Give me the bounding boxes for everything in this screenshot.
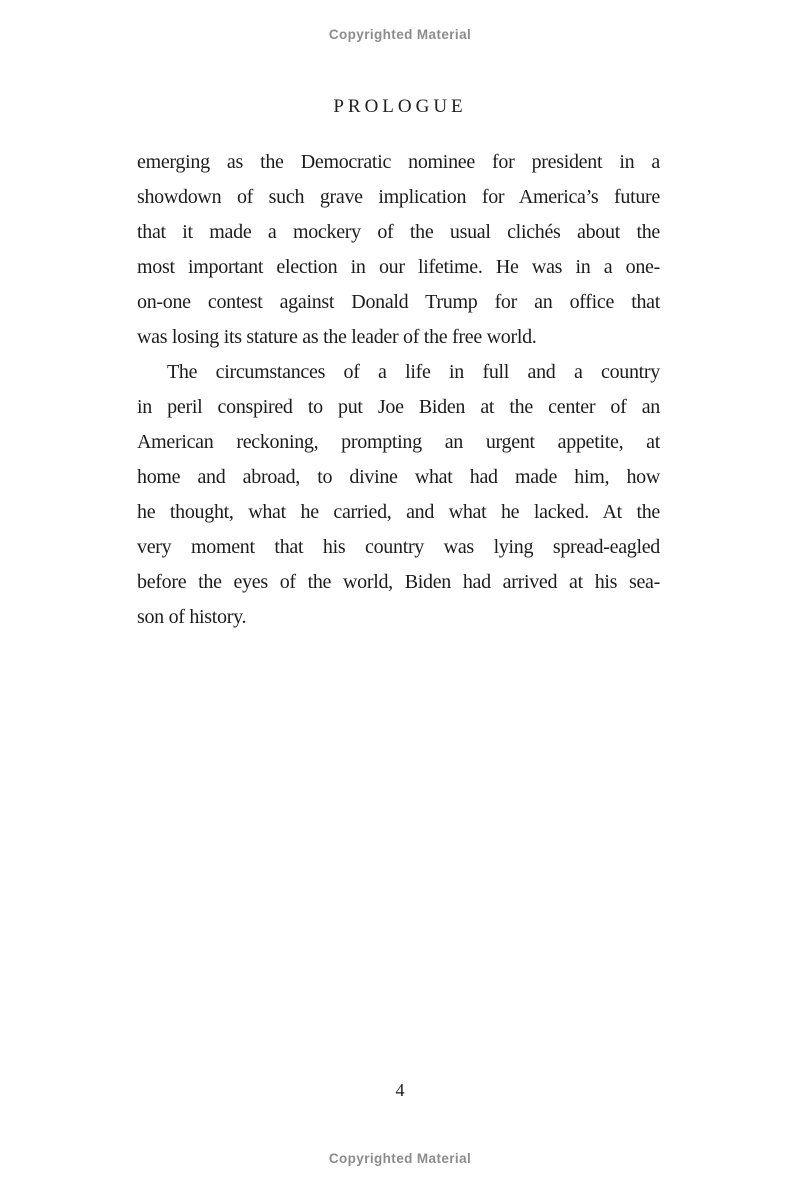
text-line: he thought, what he carried, and what he lacked. At the [137, 501, 660, 523]
text-line: most important election in our lifetime. He was in a one- [137, 256, 660, 278]
text-line: home and abroad, to divine what had made him, how [137, 466, 660, 488]
chapter-heading: PROLOGUE [333, 96, 467, 117]
top-copyright-notice: Copyrighted Material [328, 27, 472, 42]
page-number: 4 [395, 1080, 405, 1100]
bottom-copyright-notice: Copyrighted Material [328, 1151, 472, 1166]
text-line: on-one contest against Donald Trump for an office that [137, 291, 660, 313]
text-line: emerging as the Democratic nominee for president in a [137, 151, 660, 173]
page-body [137, 145, 660, 635]
text-line: before the eyes of the world, Biden had arrived at his sea- [137, 571, 660, 593]
text-line: very moment that his country was lying spread-eagled [137, 536, 660, 558]
text-line: The circumstances of a life in full and a country [167, 361, 660, 383]
text-line: was losing its stature as the leader of the free world. [137, 326, 537, 348]
text-line: in peril conspired to put Joe Biden at the center of an [137, 396, 660, 418]
text-line: showdown of such grave implication for America’s future [137, 186, 660, 208]
text-line: American reckoning, prompting an urgent appetite, at [137, 431, 660, 453]
text-line: that it made a mockery of the usual clichés about the [137, 221, 660, 243]
text-line: son of history. [137, 606, 247, 628]
